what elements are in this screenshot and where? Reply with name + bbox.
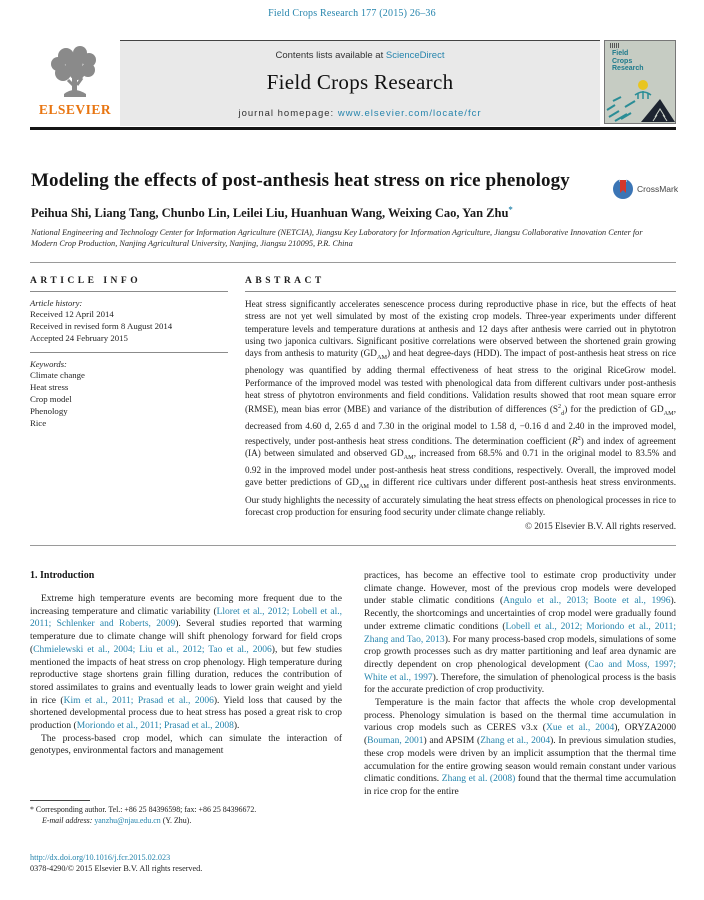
history-entry: Received 12 April 2014 — [30, 309, 114, 319]
journal-cover-thumbnail[interactable] — [604, 40, 676, 124]
contents-prefix: Contents lists available at — [275, 50, 386, 61]
footnote-rule — [30, 800, 90, 801]
homepage-line — [120, 108, 600, 119]
cover-barcode-icon — [610, 43, 620, 48]
issn-copyright-line: 0378-4290/© 2015 Elsevier B.V. All rights reserved. — [30, 864, 203, 873]
history-entry: Accepted 24 February 2015 — [30, 333, 128, 343]
article-body — [30, 570, 676, 799]
keywords-label: Keywords: — [30, 359, 67, 369]
abstract-divider — [30, 545, 676, 546]
header-divider — [30, 127, 676, 130]
elsevier-tree-icon — [44, 42, 106, 104]
homepage-prefix: journal homepage: — [238, 108, 338, 119]
footnote-email-line: E-mail address: yanzhu@njau.edu.cn (Y. Zhu). — [42, 815, 192, 825]
journal-name: Field Crops Research — [266, 70, 454, 94]
affiliation: National Engineering and Technology Center for Information Agriculture (NETCIA), Jiangsu Key Laboratory for Information Agriculture, Jiangsu Collaborative Innovation Center for Modern Crop Production, Nanjing Agricultural University, Nanjing, Jiangsu 210095, P.R. China — [31, 228, 643, 248]
journal-banner — [120, 40, 600, 126]
corresponding-author-footnote — [30, 800, 342, 826]
journal-homepage-link[interactable]: www.elsevier.com/locate/fcr — [337, 108, 482, 119]
keyword: Rice — [30, 418, 47, 428]
journal-reference: Field Crops Research 177 (2015) 26–36 — [268, 8, 436, 19]
doi-link[interactable]: http://dx.doi.org/10.1016/j.fcr.2015.02.023 — [30, 853, 171, 862]
right-column — [364, 570, 676, 799]
body-paragraph: practices, has become an effective tool to estimate crop productivity under climate change. However, most of the previous crop models were developed under stable climatic conditions (Angulo et al., 2013; Boote et al., 1996). Recently, the shortcomings and uncertainties of crop model were gradually found under extreme climatic conditions (Lobell et al., 2012; Moriondo et al., 2011; Zhang and Tao, 2013). For many process-based crop models, simulations of some crop growth processes such as dry matter partitioning and leaf area dynamic are directly dependent on crop phenological development (Cao and Moss, 1997; White et al., 1997). Therefore, the simulation of phenological process is the basis for the accurate prediction of crop productivity. — [364, 571, 677, 696]
cover-title: Field Crops Research — [612, 50, 644, 72]
introduction-heading: 1. Introduction — [30, 570, 95, 581]
abstract-panel — [245, 276, 676, 531]
footnote-line: * Corresponding author. Tel.: +86 25 84396598; fax: +86 25 84396672. — [30, 805, 257, 814]
crossmark-label: CrossMark — [637, 184, 679, 194]
keyword: Phenology — [30, 406, 68, 416]
info-abstract-section — [30, 276, 676, 531]
article-title: Modeling the effects of post-anthesis heat stress on rice phenology — [31, 170, 570, 191]
copyright-line: © 2015 Elsevier B.V. All rights reserved. — [525, 521, 676, 532]
crossmark-badge[interactable] — [612, 178, 678, 200]
contents-line — [120, 50, 600, 61]
journal-header — [30, 40, 676, 126]
abstract-heading: ABSTRACT — [245, 276, 325, 286]
left-column — [30, 570, 342, 799]
intro-paragraph: Extreme high temperature events are becoming more frequent due to the increasing temperature and climatic variability (Lloret et al., 2012; Lobell et al., 2011; Schlenker and Roberts, 2009). Several studies reported that warming temperature due to climate change will shift phenology forward for field crops (Chmielewski et al., 2004; Liu et al., 2012; Tao et al., 2006), but few studies mentioned the impacts of heat stress on crop phenology. High temperature during reproductive stage shortens grain filling duration, reduces the contribution of stored assimilates to grains and eventually leads to lower grain weight and yield in rice (Kim et al., 2011; Prasad et al., 2006). Yield loss that caused by the shortened developmental process due to heat stress has posed a great risk to crop production (Moriondo et al., 2011; Prasad et al., 2008). — [30, 594, 343, 732]
abstract-text: Heat stress significantly accelerates senescence process during reproductive phase in rice, but the effects of heat stress are not yet well simulated by most of the existing crop models. Three-year experiments under different temperature levels and temperature durations at anthesis and 12 days after anthesis were carried out in phytotron using two japonica cultivars. Significant positive correlations were observed between the shortened grain growing days from anthesis to maturity $(GD_{AM})$ and heat degree-days (HDD). The impact of post-anthesis heat stress on rice phenology was quantified by adding thermal effectiveness of heat stress to the original RiceGrow model. Performance of the improved model was tested with phenological data from different cultivars under post-anthesis heat stress of phytotron environments and field conditions. Validation results showed that root mean square error (RMSE), mean bias error (MBE) and variance of the distribution of differences $(S^2_d)$ for the prediction of $GD_{AM}$, decreased from 4.60 d, 2.65 d and 7.30 in the original model to 1.58 d, −0.16 d and 2.40 in the improved model, respectively, under post-anthesis heat stress conditions. The determination coefficient $(R^2)$ and index of agreement (IA) between simulated and observed $GD_{AM}$, increased from 68.5% and 0.71 in the original model to 83.5% and 0.92 in the improved model under post-anthesis heat stress conditions, respectively. Overall, the improved model gave better predictions of $GD_{AM}$ in different rice cultivars under different post-anthesis heat stress environments. Our study highlights the necessity of accurately simulating the heat stress effects on phenological processes in rice to forecast crop production for ensuring food security under climate change reliably. — [245, 299, 677, 517]
keyword: Heat stress — [30, 382, 69, 392]
elsevier-logo[interactable] — [30, 40, 120, 126]
elsevier-wordmark: ELSEVIER — [38, 102, 112, 117]
cover-art-icon — [605, 77, 675, 123]
sciencedirect-link[interactable]: ScienceDirect — [385, 50, 445, 61]
history-entry: Received in revised form 8 August 2014 — [30, 321, 173, 331]
intro-paragraph: The process-based crop model, which can simulate the interaction of genotypes, environmental factors and management — [30, 733, 342, 757]
doi-block — [30, 852, 430, 874]
keyword: Climate change — [30, 370, 85, 380]
history-label: Article history: — [30, 298, 83, 308]
body-paragraph: Temperature is the main factor that affects the whole crop developmental process. Phenology simulation is based on the thermal time accumulation in various crop models such as CERES v3.x (Xue et al., 2004), ORYZA2000 (Bouman, 2001) and APSIM (Zhang et al., 2004). In previous simulation studies, these crop models were driven by an implicit assumption that the thermal time accumulation for the entire growing season would remain constant under various climatic conditions. Zhang et al. (2008) found that the thermal time accumulation in rice crop for the entire — [364, 698, 676, 797]
rule — [245, 291, 676, 292]
crossmark-icon — [612, 178, 634, 200]
author-list: Peihua Shi, Liang Tang, Chunbo Lin, Leilei Liu, Huanhuan Wang, Weixing Cao, Yan Zhu* — [31, 204, 513, 221]
article-info-heading: ARTICLE INFO — [30, 276, 142, 286]
affiliation-divider — [30, 262, 676, 263]
rule — [30, 352, 228, 353]
keyword: Crop model — [30, 394, 72, 404]
rule — [30, 291, 228, 292]
article-info-panel — [30, 276, 228, 531]
